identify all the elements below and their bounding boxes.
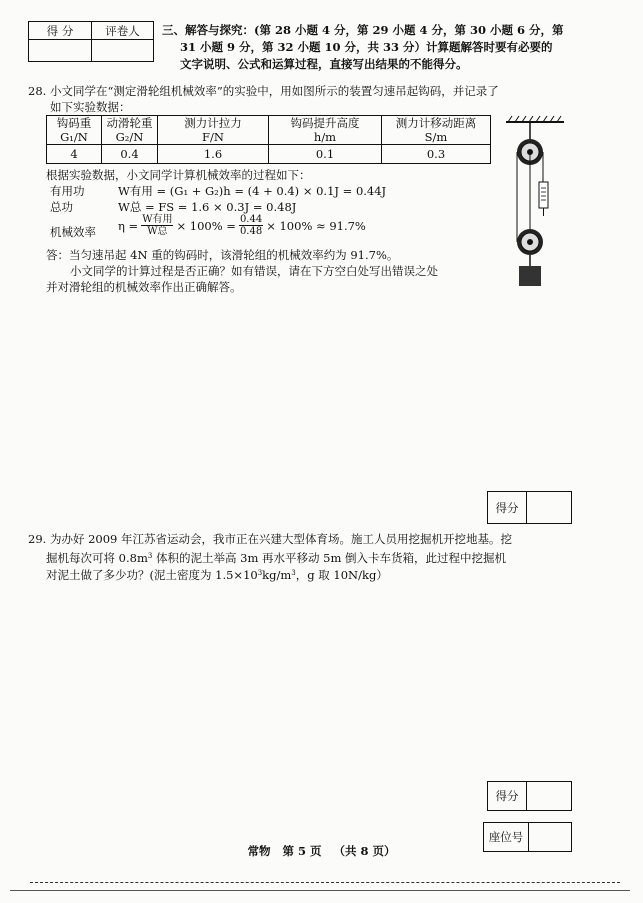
header-hook-weight: 钩码重 G₁/N: [47, 116, 102, 145]
header-move-distance: 测力计移动距离 S/m: [382, 116, 491, 145]
experiment-data-table: [46, 115, 491, 164]
useful-work-label: 有用功: [50, 184, 85, 198]
pulley-system-diagram: [500, 112, 570, 292]
q28-score-box: [487, 491, 572, 524]
q29-score-box: [487, 781, 572, 811]
grader-label: 评卷人: [92, 22, 154, 40]
total-work-equation: W总 = FS = 1.6 × 0.3J = 0.48J: [118, 200, 297, 214]
value-pull-force: 1.6: [158, 145, 269, 164]
seat-number-label: 座位号: [484, 823, 529, 851]
q28-process-intro: 根据实验数据，小文同学计算机械效率的过程如下：: [46, 168, 311, 182]
grader-cell[interactable]: [92, 40, 154, 62]
q29-answer-area[interactable]: [46, 590, 476, 770]
total-work-label: 总功: [50, 200, 73, 214]
useful-work-equation: W有用 = (G₁ + G₂)h = (4 + 0.4) × 0.1J = 0.44J: [118, 184, 387, 198]
header-lift-height: 钩码提升高度 h/m: [269, 116, 382, 145]
bottom-edge-line: [30, 882, 620, 883]
value-hook-weight: 4: [47, 145, 102, 164]
q29-score-cell[interactable]: [527, 782, 571, 810]
q28-answer: 答：当匀速吊起 4N 重的钩码时，该滑轮组的机械效率约为 91.7%。: [46, 248, 399, 262]
q28-intro-line1: 28. 小文同学在“测定滑轮组机械效率”的实验中，用如图所示的装置匀速吊起钩码，并记录了: [28, 84, 499, 98]
q29-line2: 掘机每次可将 $0.8m^3$ 体积的泥土举高 3m 再水平移动 5m 倒入卡车货箱，此过程中挖掘机: [46, 551, 507, 565]
efficiency-label: 机械效率: [50, 225, 96, 239]
bottom-edge-line-2: [10, 890, 630, 891]
q28-answer-area[interactable]: [46, 300, 476, 480]
section3-line2: 31 小题 9 分，第 32 小题 10 分，共 33 分）计算题解答时要有必要的: [180, 40, 553, 54]
section3-line3: 文字说明、公式和运算过程，直接写出结果的不能得分。: [180, 57, 468, 71]
q28-score-label: 得分: [488, 492, 527, 523]
q28-intro-line2: 如下实验数据：: [50, 100, 131, 114]
score-label: 得 分: [29, 22, 92, 40]
value-lift-height: 0.1: [269, 145, 382, 164]
header-pull-force: 测力计拉力 F/N: [158, 116, 269, 145]
value-move-distance: 0.3: [382, 145, 491, 164]
q28-question-line1: 小文同学的计算过程是否正确？如有错误，请在下方空白处写出错误之处: [70, 264, 438, 278]
section3-line1: 三、解答与探究：(第 28 小题 4 分，第 29 小题 4 分，第 30 小题 6 分，第: [162, 23, 564, 37]
page-footer: 常物 第 5 页 （共 8 页）: [247, 844, 396, 858]
value-pulley-weight: 0.4: [102, 145, 158, 164]
q28-question-line2: 并对滑轮组的机械效率作出正确解答。: [46, 280, 242, 294]
q29-line3: 对泥土做了多少功？(泥土密度为 $1.5\times 10^3kg/m^3$，g 取 10N/kg）: [46, 568, 388, 582]
efficiency-equation: η = $\frac{\text{W有用}}{\text{W总}}$ × 100% = $\frac{0.44}{0.48}$ × 100% ≈ 91.7%: [118, 214, 366, 237]
q28-score-cell[interactable]: [527, 492, 571, 523]
header-pulley-weight: 动滑轮重 G₂/N: [102, 116, 158, 145]
q29-score-label: 得分: [488, 782, 527, 810]
q29-line1: 29. 为办好 2009 年江苏省运动会，我市正在兴建大型体育场。施工人员用挖掘机开挖地基。挖: [28, 532, 513, 546]
score-cell[interactable]: [29, 40, 92, 62]
score-grader-box: [28, 21, 154, 62]
